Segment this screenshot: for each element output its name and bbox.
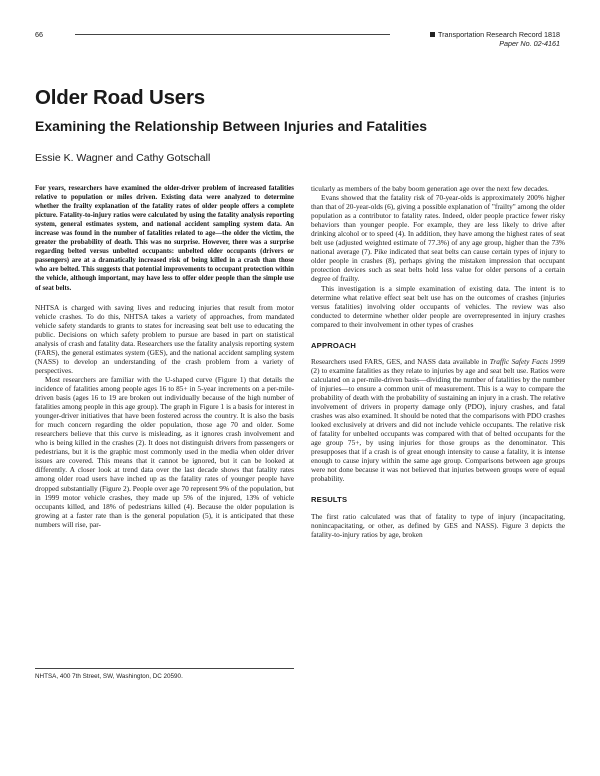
right-column [311, 184, 565, 539]
approach-lead-text: Researchers used FARS, GES, and NASS data available in [311, 356, 490, 366]
body-paragraph: ticularly as members of the baby boom generation age over the next few decades. [311, 184, 549, 193]
body-paragraph: Most researchers are familiar with the U-shaped curve (Figure 1) that details the incidence of fatalities among people ages 16 to 85+ in 5-year increments on a per-mile-driven basis (ages 16 to 19 are broken out individually because of the high number of fatalities among people in this age group). The graph in Figure 1 is a basis for interest in younger-driver initiatives that have been fostered across the country. It is also the basis for much concern regarding the older population, those age 70 and older. Some researchers believe that this curve is misleading, as it ignores crash involvement and who is being killed in the crashes (2). It does not distinguish drivers from passengers or pedestrians, but it is the graphic most commonly used in the media when older driver issues are covered. This means that it cannot be ignored, but it can be looked at differently. A closer look at trend data over the last decade shows that fatality rates among older road users have inched up as the fatality rates of younger people have dropped substantially (Figure 2). People over age 70 represent 9% of the population, but in 1999 motor vehicle crashes, they made up 5% of the injured, 13% of vehicle occupants killed, and 18% of pedestrians killed (4). Because the older population is growing at a faster rate than is the general population (5), it is anticipated that these numbers will rise, par- [35, 374, 294, 529]
body-paragraph: This investigation is a simple examination of existing data. The intent is to determine what relative effect seat belt use has on the outcomes of crashes (injuries versus fatalities) involving older occupants of vehicles. The review was also conducted to determine whether older people are overrepresented in injury crashes compared to their involvement in other types of crashes [311, 283, 565, 329]
article-authors: Essie K. Wagner and Cathy Gotschall [35, 152, 211, 164]
header-rule [75, 34, 390, 35]
approach-heading: APPROACH [311, 340, 357, 350]
results-heading: RESULTS [311, 495, 348, 505]
paper-number: Paper No. 02-4161 [499, 39, 560, 48]
author-affiliation-footnote: NHTSA, 400 7th Street, SW, Washington, DC 20590. [35, 668, 294, 680]
article-subtitle: Examining the Relationship Between Injuries and Fatalities [35, 118, 428, 134]
article-title: Older Road Users [35, 86, 205, 109]
reference-title: Traffic Safety Facts 1999 [489, 356, 565, 366]
page-header [35, 30, 560, 54]
body-paragraph: Evans showed that the fatality risk of 70-year-olds is approximately 200% higher than that of 20-year-olds (6), giving a possible explanation of "frailty" among the older population as a contributor to fatality rates. Indeed, older people practice fewer risky behaviors than younger people. For example, they are less likely to drive after drinking alcohol or to speed (4). In addition, they have among the highest rates of seat belt use (adjusted weighted estimate of 77.3%) of any age group, higher than the 73% national average (7). Pike indicated that seat belts can cause certain types of injury to older people in crashes (8), perhaps giving the mistaken impression that occupant protection devices such as seat belts hold less value for older persons of a certain degree of frailty. [311, 193, 565, 284]
page-number: 66 [35, 30, 43, 39]
left-column [35, 184, 294, 529]
journal-name: Transportation Research Record 1818 [438, 30, 560, 39]
results-paragraph: The first ratio calculated was that of fatality to type of injury (incapacitating, nonincapacitating, or other, as defined by GES and NASS). Figure 3 depicts the fatality-to-injury ratios by age, broken [311, 511, 565, 539]
approach-paragraph [311, 357, 565, 484]
body-paragraph: NHTSA is charged with saving lives and reducing injuries that result from motor vehicle crashes. To do this, NHTSA takes a variety of approaches, from mandated vehicle safety standards to grants to states for increasing seat belt use to educating the public. Decisions on which safety problem to pursue are based in part on statistical analysis of crash and fatality data. Researchers use the fatality analysis reporting system (FARS), the general estimates system (GES), and the national accident sampling system (NASS) to develop an understanding of the crash problem from a variety of perspectives. [35, 302, 294, 375]
square-bullet-icon [430, 32, 435, 37]
journal-info [430, 30, 560, 48]
abstract: For years, researchers have examined the older-driver problem of increased fatalities relative to population or miles driven. Existing data were analyzed to determine whether the frailty explanation of the fatality rates of older people offers a complete picture. Fatality-to-injury ratios were calculated by using the fatality analysis reporting system, general estimates system, and national accident sampling system data. An increase was found in the number of fatalities related to age—the older the victim, the greater the probability of death. This was no surprise. However, there was a surprise regarding belted versus unbelted occupants: unbelted older occupants (drivers or passengers) are at a dramatically increased risk of being killed in a crash than those who are belted. This suggests that potential improvements to occupant protection within the vehicle, although important, may have less to offer older people than the simple use of seat belts. [35, 185, 294, 292]
approach-rest-text: (2) to examine fatalities as they relate to injuries by age and seat belt use. Ratios were calculated on a per-mile-driven basis—dividing the number of fatalities by the number of injuries—to ensure a common unit of measurement. This is a way to compare the probability of death with the probability of sustaining an injury in a crash. The relative involvement of drivers in property damage only (PDO), injury crashes, and fatal crashes was also examined. It should be noted that the comparisons with PDO crashes looked exclusively at drivers and did not include vehicle occupants. The relative risk of fatality for unbelted occupants was compared with that of belted occupants for the age group 75+, by using injuries for those groups as the denominator. This presupposes that if a crash is of great enough intensity to cause a fatality, it is intense enough to cause injury within the same age group. Comparisons between age groups were not done because it was not believed that injuries between groups were of equal probability. [311, 365, 565, 484]
